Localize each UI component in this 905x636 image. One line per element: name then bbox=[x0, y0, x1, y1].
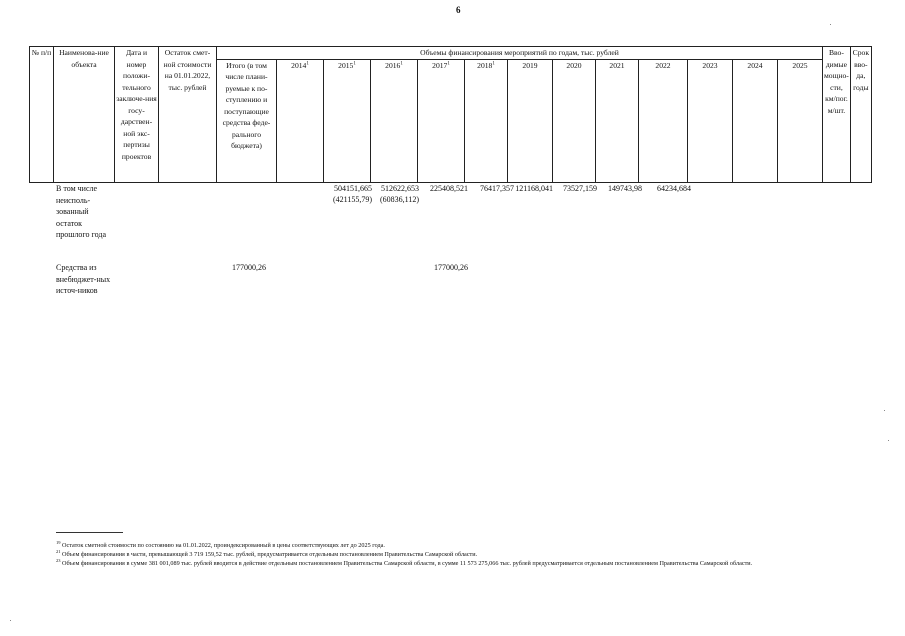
footnote-23: $^{23}$ Объем финансирования в сумме 381 001,089 тыс. рублей вводится в действие отдельным постановлением Правительства Самарской области, в сумме 11 573 275,066 тыс. рублей предусматривается отдельным постановлением Правительства Самарской области. bbox=[56, 557, 753, 567]
value-2017-extrabudgetary: 177000,26 bbox=[434, 263, 468, 272]
header-year-2025: 2025 bbox=[778, 59, 823, 182]
header-total: Итого (в том числе плани-руемые к по-ступлению и поступающие средства феде-рального бюджета) bbox=[217, 59, 277, 182]
header-year-2022: 2022 bbox=[639, 59, 688, 182]
value-2016-federal: (60836,112) bbox=[379, 195, 419, 204]
header-year-2019: 2019 bbox=[508, 59, 553, 182]
scan-speck bbox=[888, 440, 889, 441]
header-capacity: Вво-димые мощно-сти, км/пог. м/шт. bbox=[823, 47, 851, 183]
value-2019: 121168,041 bbox=[515, 184, 553, 193]
value-2021: 149743,98 bbox=[608, 184, 642, 193]
value-total-extrabudgetary: 177000,26 bbox=[232, 263, 266, 272]
row-label-unused-remainder: В том числе неисполь-зованный остаток прошлого года bbox=[56, 184, 106, 239]
header-num: № п/п bbox=[30, 47, 54, 183]
header-year-2024: 2024 bbox=[733, 59, 778, 182]
header-year-2014: 2014$^1$ bbox=[277, 59, 324, 182]
header-year-2016: 2016$^1$ bbox=[371, 59, 418, 182]
header-year-2015: 2015$^1$ bbox=[324, 59, 371, 182]
row-label-extrabudgetary: Средства из внебюджет-ных источ-ников bbox=[56, 263, 111, 295]
header-expertise-date: Дата и номер положи-тельного заключе-ния госу-дарствен-ной экс-пертизы проектов bbox=[115, 47, 159, 183]
scan-speck bbox=[884, 410, 885, 411]
header-year-2020: 2020 bbox=[553, 59, 596, 182]
value-2018: 76417,357 bbox=[480, 184, 514, 193]
header-term: Срок вво-да, годы bbox=[850, 47, 871, 183]
value-2017: 225408,521 bbox=[430, 184, 468, 193]
value-2015: 504151,665 bbox=[334, 184, 372, 193]
scan-speck bbox=[830, 24, 831, 25]
page-number: 6 bbox=[456, 5, 461, 15]
footnote-21: $^{21}$ Объем финансирования в части, превышающей 3 719 159,52 тыс. рублей, предусматривается отдельным постановлением Правительства Самарской области. bbox=[56, 548, 478, 558]
footnote-19: $^{19}$ Остаток сметной стоимости по состоянию на 01.01.2022, проиндексированный в цены соответствующих лет до 2025 года. bbox=[56, 539, 385, 549]
header-year-2017: 2017$^1$ bbox=[418, 59, 465, 182]
header-funding-group: Объемы финансирования мероприятий по годам, тыс. рублей bbox=[217, 47, 823, 60]
header-year-2018: 2018$^1$ bbox=[465, 59, 508, 182]
header-cost-remainder: Остаток смет-ной стоимости на 01.01.2022, тыс. рублей bbox=[159, 47, 217, 183]
value-2016: 512622,653 bbox=[381, 184, 419, 193]
value-2020: 73527,159 bbox=[563, 184, 597, 193]
header-object-name: Наименова-ние объекта bbox=[54, 47, 115, 183]
funding-table bbox=[29, 46, 872, 183]
footnote-separator bbox=[56, 532, 123, 533]
scan-speck bbox=[10, 620, 11, 621]
header-year-2023: 2023 bbox=[688, 59, 733, 182]
value-2022: 64234,684 bbox=[657, 184, 691, 193]
header-year-2021: 2021 bbox=[596, 59, 639, 182]
value-2015-federal: (421155,79) bbox=[332, 195, 372, 204]
